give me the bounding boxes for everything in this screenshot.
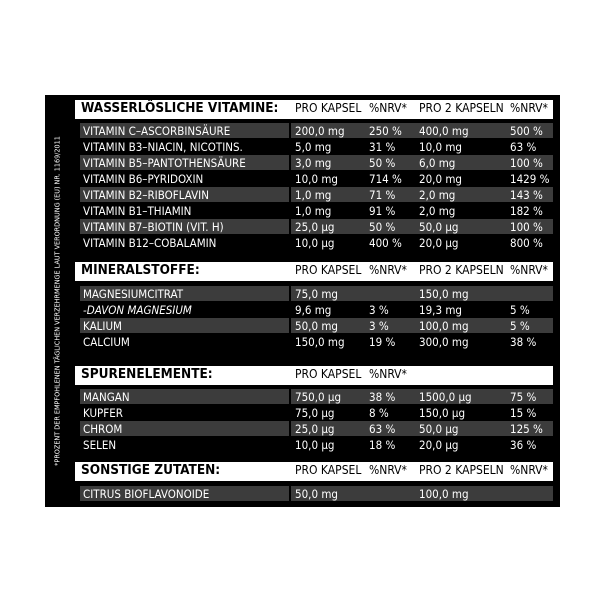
- table-row: [75, 140, 553, 156]
- value-per-capsule: 5,0 mg: [295, 140, 332, 154]
- side-note: [47, 95, 67, 507]
- nrv-per-capsule: 38 %: [369, 390, 396, 404]
- column-header-col1: PRO KAPSEL: [295, 367, 362, 381]
- ingredient-name: -DAVON MAGNESIUM: [83, 303, 192, 317]
- ingredient-name: VITAMIN B3–NIACIN, NICOTINS.: [83, 140, 243, 154]
- column-header-col3: PRO 2 KAPSELN: [419, 463, 504, 477]
- ingredient-name: VITAMIN B1–THIAMIN: [83, 204, 192, 218]
- value-per-2-capsules: 20,0 µg: [419, 438, 459, 452]
- column-header-col1: PRO KAPSEL: [295, 463, 362, 477]
- table-row: [75, 487, 553, 503]
- nrv-per-2-capsules: 75 %: [510, 390, 537, 404]
- column-header-col4: %NRV*: [510, 101, 548, 115]
- value-per-capsule: 75,0 µg: [295, 406, 335, 420]
- nrv-per-2-capsules: 500 %: [510, 124, 543, 138]
- nrv-per-capsule: 3 %: [369, 319, 389, 333]
- nrv-per-2-capsules: 800 %: [510, 236, 543, 250]
- column-header-col4: %NRV*: [510, 263, 548, 277]
- value-per-capsule: 200,0 mg: [295, 124, 345, 138]
- ingredient-name: VITAMIN B12–COBALAMIN: [83, 236, 217, 250]
- nrv-per-2-capsules: 15 %: [510, 406, 537, 420]
- ingredient-name: VITAMIN B7–BIOTIN (VIT. H): [83, 220, 224, 234]
- ingredient-name: CALCIUM: [83, 335, 130, 349]
- column-header-col2: %NRV*: [369, 367, 407, 381]
- column-header-col2: %NRV*: [369, 463, 407, 477]
- value-per-capsule: 9,6 mg: [295, 303, 332, 317]
- nrv-per-capsule: 63 %: [369, 422, 396, 436]
- value-per-2-capsules: 20,0 mg: [419, 172, 462, 186]
- table-row: [75, 422, 553, 438]
- ingredient-name: CHROM: [83, 422, 123, 436]
- value-per-capsule: 10,0 µg: [295, 438, 335, 452]
- nrv-per-capsule: 50 %: [369, 220, 396, 234]
- nrv-per-2-capsules: 100 %: [510, 156, 543, 170]
- column-header-col3: PRO 2 KAPSELN: [419, 101, 504, 115]
- value-per-2-capsules: 50,0 µg: [419, 220, 459, 234]
- value-per-capsule: 50,0 mg: [295, 319, 338, 333]
- column-header-col3: PRO 2 KAPSELN: [419, 263, 504, 277]
- value-per-2-capsules: 100,0 mg: [419, 319, 469, 333]
- column-header-col4: %NRV*: [510, 463, 548, 477]
- table-row: [75, 390, 553, 406]
- value-per-2-capsules: 19,3 mg: [419, 303, 462, 317]
- nrv-per-2-capsules: 100 %: [510, 220, 543, 234]
- column-header-col2: %NRV*: [369, 101, 407, 115]
- column-header-col1: PRO KAPSEL: [295, 101, 362, 115]
- value-per-capsule: 25,0 µg: [295, 422, 335, 436]
- value-per-capsule: 3,0 mg: [295, 156, 332, 170]
- ingredient-name: MAGNESIUMCITRAT: [83, 287, 184, 301]
- table-row: [75, 335, 553, 351]
- table-row: [75, 156, 553, 172]
- section-title: WASSERLÖSLICHE VITAMINE:: [81, 100, 279, 116]
- value-per-2-capsules: 400,0 mg: [419, 124, 469, 138]
- value-per-2-capsules: 6,0 mg: [419, 156, 456, 170]
- column-header-col2: %NRV*: [369, 263, 407, 277]
- value-per-2-capsules: 10,0 mg: [419, 140, 462, 154]
- column-header-col1: PRO KAPSEL: [295, 263, 362, 277]
- nrv-per-capsule: 71 %: [369, 188, 396, 202]
- value-per-capsule: 50,0 mg: [295, 487, 338, 501]
- table-row: [75, 287, 553, 303]
- ingredient-name: KUPFER: [83, 406, 123, 420]
- ingredient-name: KALIUM: [83, 319, 122, 333]
- ingredient-name: VITAMIN B6–PYRIDOXIN: [83, 172, 204, 186]
- value-per-2-capsules: 2,0 mg: [419, 204, 456, 218]
- ingredient-name: VITAMIN C–ASCORBINSÄURE: [83, 124, 231, 138]
- value-per-capsule: 1,0 mg: [295, 204, 332, 218]
- table-row: [75, 236, 553, 252]
- table-row: [75, 438, 553, 454]
- nrv-per-2-capsules: 143 %: [510, 188, 543, 202]
- section-header: [75, 262, 553, 281]
- value-per-capsule: 150,0 mg: [295, 335, 345, 349]
- table-row: [75, 204, 553, 220]
- value-per-capsule: 750,0 µg: [295, 390, 342, 404]
- ingredient-name: VITAMIN B5–PANTOTHENSÄURE: [83, 156, 246, 170]
- table-row: [75, 406, 553, 422]
- nrv-per-2-capsules: 38 %: [510, 335, 537, 349]
- nrv-per-capsule: 714 %: [369, 172, 402, 186]
- nrv-per-capsule: 18 %: [369, 438, 396, 452]
- nrv-per-2-capsules: 125 %: [510, 422, 543, 436]
- ingredient-name: MANGAN: [83, 390, 130, 404]
- nrv-per-2-capsules: 5 %: [510, 319, 530, 333]
- ingredient-name: CITRUS BIOFLAVONOIDE: [83, 487, 210, 501]
- table-row: [75, 172, 553, 188]
- nrv-per-2-capsules: 182 %: [510, 204, 543, 218]
- nrv-per-capsule: 3 %: [369, 303, 389, 317]
- table-row: [75, 188, 553, 204]
- section-title: MINERALSTOFFE:: [81, 262, 200, 278]
- value-per-capsule: 10,0 µg: [295, 236, 335, 250]
- side-note-text: *PROZENT DER EMPFOHLENEN TÄGLICHEN VERZEHRMENGE LAUT VERORDNUNG (EU) NR. 1169/2011: [52, 136, 62, 466]
- section-title: SONSTIGE ZUTATEN:: [81, 462, 221, 478]
- value-per-2-capsules: 20,0 µg: [419, 236, 459, 250]
- value-per-capsule: 25,0 µg: [295, 220, 335, 234]
- table-row: [75, 319, 553, 335]
- value-per-capsule: 1,0 mg: [295, 188, 332, 202]
- table-row: [75, 124, 553, 140]
- section-header: [75, 100, 553, 119]
- value-per-2-capsules: 100,0 mg: [419, 487, 469, 501]
- nrv-per-2-capsules: 36 %: [510, 438, 537, 452]
- table-row: [75, 303, 553, 319]
- table-row: [75, 220, 553, 236]
- value-per-2-capsules: 150,0 µg: [419, 406, 466, 420]
- nrv-per-2-capsules: 63 %: [510, 140, 537, 154]
- nrv-per-capsule: 400 %: [369, 236, 402, 250]
- section-header: [75, 366, 553, 385]
- value-per-2-capsules: 300,0 mg: [419, 335, 469, 349]
- nrv-per-capsule: 91 %: [369, 204, 396, 218]
- value-per-capsule: 10,0 mg: [295, 172, 338, 186]
- nrv-per-capsule: 19 %: [369, 335, 396, 349]
- nrv-per-capsule: 50 %: [369, 156, 396, 170]
- nrv-per-2-capsules: 1429 %: [510, 172, 550, 186]
- ingredient-name: SELEN: [83, 438, 117, 452]
- nrv-per-capsule: 31 %: [369, 140, 396, 154]
- value-per-2-capsules: 150,0 mg: [419, 287, 469, 301]
- value-per-2-capsules: 2,0 mg: [419, 188, 456, 202]
- nrv-per-2-capsules: 5 %: [510, 303, 530, 317]
- nrv-per-capsule: 250 %: [369, 124, 402, 138]
- value-per-capsule: 75,0 mg: [295, 287, 338, 301]
- nrv-per-capsule: 8 %: [369, 406, 389, 420]
- section-title: SPURENELEMENTE:: [81, 366, 213, 382]
- value-per-2-capsules: 1500,0 µg: [419, 390, 472, 404]
- value-per-2-capsules: 50,0 µg: [419, 422, 459, 436]
- section-header: [75, 462, 553, 481]
- ingredient-name: VITAMIN B2–RIBOFLAVIN: [83, 188, 209, 202]
